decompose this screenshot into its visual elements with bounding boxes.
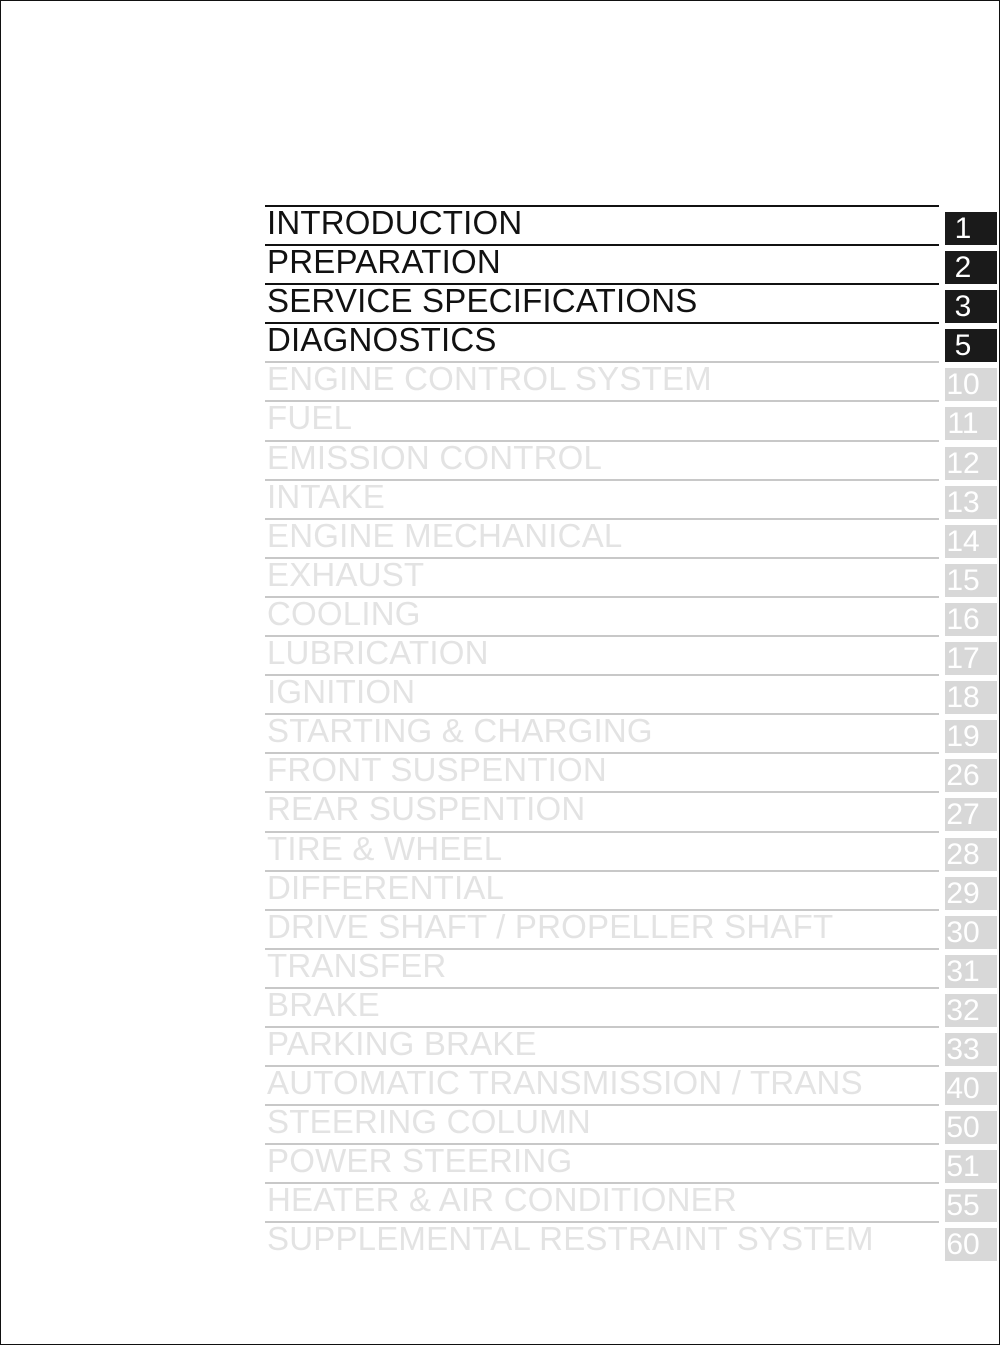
- toc-entry[interactable]: [265, 322, 1000, 361]
- section-tab-number[interactable]: 10: [945, 368, 997, 401]
- toc-entry[interactable]: [265, 948, 1000, 987]
- table-of-contents: [265, 205, 1000, 1261]
- section-title: ENGINE CONTROL SYSTEM: [267, 360, 712, 398]
- section-title: STARTING & CHARGING: [267, 712, 653, 750]
- section-tab-number[interactable]: 50: [945, 1111, 997, 1144]
- section-tab-number[interactable]: 2: [945, 251, 997, 284]
- toc-entry[interactable]: [265, 557, 1000, 596]
- toc-entry[interactable]: [265, 1026, 1000, 1065]
- toc-entry[interactable]: [265, 361, 1000, 400]
- toc-entry[interactable]: [265, 635, 1000, 674]
- section-title: IGNITION: [267, 673, 416, 711]
- section-title: TRANSFER: [267, 946, 447, 984]
- section-tab-number[interactable]: 60: [945, 1228, 997, 1261]
- section-title: COOLING: [267, 594, 421, 632]
- section-tab-number[interactable]: 14: [945, 525, 997, 558]
- toc-entry[interactable]: [265, 831, 1000, 870]
- section-tab-number[interactable]: 19: [945, 720, 997, 753]
- section-tab-number[interactable]: 13: [945, 486, 997, 519]
- toc-entry[interactable]: [265, 1104, 1000, 1143]
- section-title: TIRE & WHEEL: [267, 829, 503, 867]
- toc-entry[interactable]: [265, 909, 1000, 948]
- section-title: SUPPLEMENTAL RESTRAINT SYSTEM: [267, 1220, 874, 1258]
- toc-entry[interactable]: [265, 870, 1000, 909]
- section-title: FUEL: [267, 399, 353, 437]
- section-title: BRAKE: [267, 985, 380, 1023]
- toc-entry[interactable]: [265, 674, 1000, 713]
- section-title: LUBRICATION: [267, 634, 489, 672]
- section-title: POWER STEERING: [267, 1142, 573, 1180]
- section-title: ENGINE MECHANICAL: [267, 516, 623, 554]
- toc-entry[interactable]: [265, 1182, 1000, 1221]
- section-title: PREPARATION: [267, 243, 501, 281]
- toc-entry[interactable]: [265, 440, 1000, 479]
- toc-entry[interactable]: [265, 244, 1000, 283]
- section-tab-number[interactable]: 16: [945, 603, 997, 636]
- section-title: DIFFERENTIAL: [267, 868, 505, 906]
- section-tab-number[interactable]: 28: [945, 838, 997, 871]
- section-tab-number[interactable]: 12: [945, 447, 997, 480]
- section-title: SERVICE SPECIFICATIONS: [267, 282, 698, 320]
- section-tab-number[interactable]: 55: [945, 1189, 997, 1222]
- toc-entry[interactable]: [265, 752, 1000, 791]
- section-title: DIAGNOSTICS: [267, 321, 497, 359]
- section-tab-number[interactable]: 3: [945, 290, 997, 323]
- section-tab-number[interactable]: 15: [945, 564, 997, 597]
- section-tab-number[interactable]: 31: [945, 955, 997, 988]
- section-title: STEERING COLUMN: [267, 1103, 591, 1141]
- toc-entry[interactable]: [265, 479, 1000, 518]
- section-title: PARKING BRAKE: [267, 1024, 537, 1062]
- toc-entry[interactable]: [265, 283, 1000, 322]
- section-title: REAR SUSPENTION: [267, 790, 586, 828]
- toc-entry[interactable]: [265, 1065, 1000, 1104]
- section-title: INTAKE: [267, 477, 385, 515]
- toc-entry[interactable]: [265, 713, 1000, 752]
- toc-entry[interactable]: [265, 205, 1000, 244]
- toc-entry[interactable]: [265, 791, 1000, 830]
- section-title: EXHAUST: [267, 555, 425, 593]
- section-tab-number[interactable]: 40: [945, 1072, 997, 1105]
- section-title: EMISSION CONTROL: [267, 438, 603, 476]
- section-tab-number[interactable]: 32: [945, 994, 997, 1027]
- toc-entry[interactable]: [265, 400, 1000, 439]
- section-title: HEATER & AIR CONDITIONER: [267, 1181, 737, 1219]
- section-title: INTRODUCTION: [267, 204, 523, 241]
- toc-entry[interactable]: [265, 518, 1000, 557]
- divider-line: [265, 400, 939, 402]
- section-tab-number[interactable]: 18: [945, 681, 997, 714]
- toc-entry[interactable]: [265, 1221, 1000, 1260]
- section-tab-number[interactable]: 29: [945, 877, 997, 910]
- section-tab-number[interactable]: 30: [945, 916, 997, 949]
- section-title: AUTOMATIC TRANSMISSION / TRANS: [267, 1064, 863, 1102]
- section-tab-number[interactable]: 33: [945, 1033, 997, 1066]
- toc-entry[interactable]: [265, 596, 1000, 635]
- section-tab-number[interactable]: 26: [945, 759, 997, 792]
- toc-entry[interactable]: [265, 987, 1000, 1026]
- section-tab-number[interactable]: 11: [945, 407, 997, 440]
- section-tab-number[interactable]: 17: [945, 642, 997, 675]
- section-tab-number[interactable]: 51: [945, 1150, 997, 1183]
- section-tab-number[interactable]: 27: [945, 798, 997, 831]
- section-tab-number[interactable]: 5: [945, 329, 997, 362]
- section-title: FRONT SUSPENTION: [267, 751, 607, 789]
- section-tab-number[interactable]: 1: [945, 212, 997, 245]
- section-title: DRIVE SHAFT / PROPELLER SHAFT: [267, 907, 834, 945]
- toc-entry[interactable]: [265, 1143, 1000, 1182]
